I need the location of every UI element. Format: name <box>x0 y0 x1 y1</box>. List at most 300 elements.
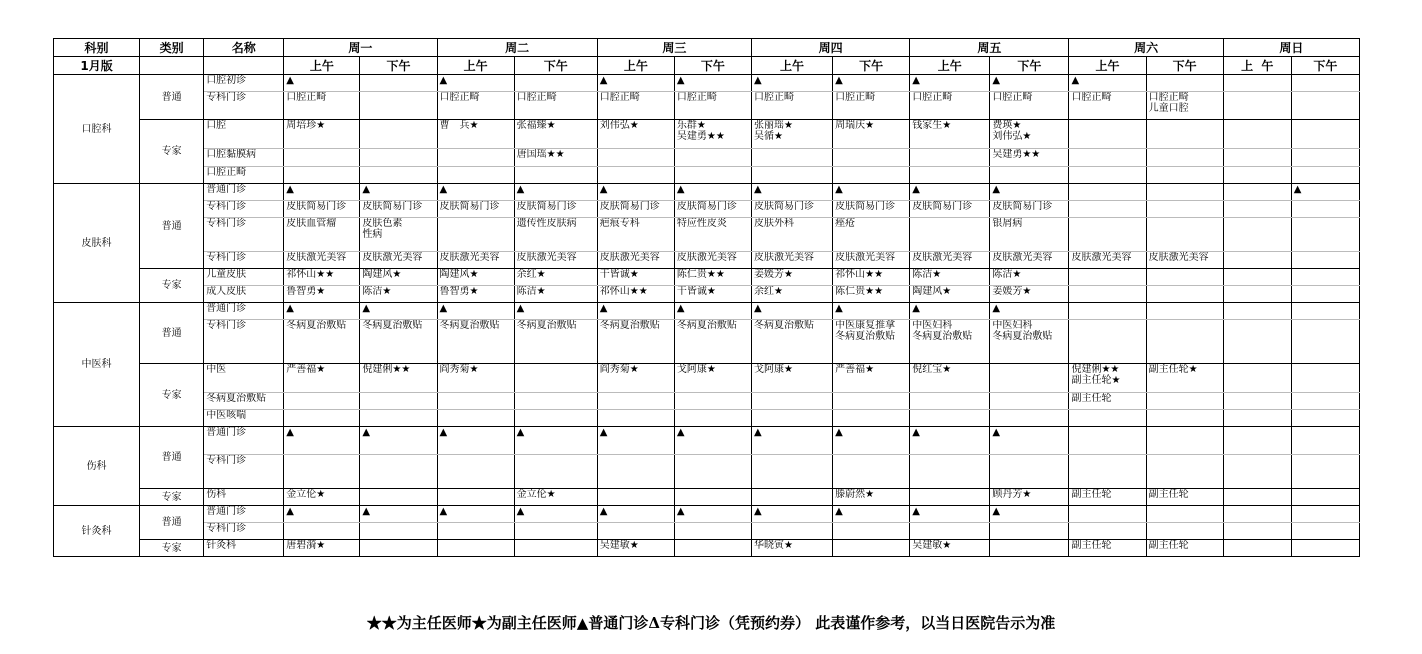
schedule-cell: ▲ <box>437 506 514 523</box>
schedule-cell <box>1291 269 1359 286</box>
schedule-cell: 陈洁★ <box>360 286 437 303</box>
period-header: 上午 <box>284 57 360 75</box>
schedule-cell: 吴建敏★ <box>910 540 990 557</box>
schedule-cell: 皮肤色素 性病 <box>360 218 437 252</box>
schedule-cell <box>910 149 990 167</box>
period-header: 下午 <box>1146 57 1223 75</box>
schedule-cell <box>284 455 360 489</box>
schedule-cell <box>1291 506 1359 523</box>
period-header: 上午 <box>437 57 514 75</box>
schedule-cell: ▲ <box>597 506 674 523</box>
schedule-cell: 阎秀菊★ <box>437 364 514 393</box>
schedule-cell <box>360 393 437 410</box>
table-row <box>54 506 1360 523</box>
schedule-cell <box>1069 269 1146 286</box>
schedule-cell: 中医康复推拿 冬病夏治敷贴 <box>833 320 910 364</box>
schedule-cell: 曹 兵★ <box>437 120 514 149</box>
schedule-cell <box>1223 427 1291 455</box>
schedule-cell <box>1146 393 1223 410</box>
schedule-cell <box>514 167 597 184</box>
schedule-cell: 乐群★ 吴建勇★★ <box>674 120 751 149</box>
schedule-cell: ▲ <box>360 184 437 201</box>
schedule-cell: 中医妇科 冬病夏治敷贴 <box>990 320 1069 364</box>
table-row <box>54 427 1360 455</box>
clinic-name-cell: 口腔黏膜病 <box>204 149 284 167</box>
dept-col-header: 科别 <box>54 39 140 57</box>
schedule-cell <box>360 120 437 149</box>
schedule-cell <box>990 410 1069 427</box>
schedule-cell: 皮肤激光美容 <box>437 252 514 269</box>
schedule-cell <box>674 489 751 506</box>
schedule-cell: 张福臻★ <box>514 120 597 149</box>
schedule-cell <box>597 523 674 540</box>
schedule-cell: ▲ <box>597 75 674 92</box>
schedule-cell: 皮肤激光美容 <box>1069 252 1146 269</box>
schedule-cell: 倪建俐★★ 副主任轮★ <box>1069 364 1146 393</box>
schedule-cell: 陶建风★ <box>437 269 514 286</box>
clinic-name-cell: 成人皮肤 <box>204 286 284 303</box>
schedule-cell: ▲ <box>674 75 751 92</box>
schedule-cell: 费瑛★ 刘伟弘★ <box>990 120 1069 149</box>
schedule-cell: 陈洁★ <box>990 269 1069 286</box>
schedule-cell <box>990 523 1069 540</box>
schedule-cell: ▲ <box>514 427 597 455</box>
schedule-cell <box>360 167 437 184</box>
clinic-name-cell: 中医咳喘 <box>204 410 284 427</box>
schedule-cell <box>1146 167 1223 184</box>
schedule-cell <box>1146 184 1223 201</box>
schedule-cell <box>1223 410 1291 427</box>
schedule-cell: 口腔正畸 儿童口腔 <box>1146 92 1223 120</box>
schedule-cell <box>360 523 437 540</box>
schedule-cell <box>1291 427 1359 455</box>
schedule-cell <box>752 410 833 427</box>
schedule-cell: 银屑病 <box>990 218 1069 252</box>
schedule-cell <box>437 455 514 489</box>
schedule-cell: 冬病夏治敷贴 <box>674 320 751 364</box>
schedule-cell: 口腔正畸 <box>910 92 990 120</box>
clinic-name-cell: 针灸科 <box>204 540 284 557</box>
schedule-cell <box>437 523 514 540</box>
schedule-cell: ▲ <box>990 184 1069 201</box>
schedule-cell: ▲ <box>1291 184 1359 201</box>
schedule-cell: ▲ <box>437 184 514 201</box>
schedule-cell: 皮肤简易门诊 <box>437 201 514 218</box>
category-cell: 普通 <box>140 506 204 540</box>
schedule-cell: 皮肤简易门诊 <box>360 201 437 218</box>
schedule-cell: 阎秀菊★ <box>597 364 674 393</box>
schedule-cell <box>752 393 833 410</box>
schedule-cell <box>360 489 437 506</box>
schedule-cell: 皮肤激光美容 <box>990 252 1069 269</box>
schedule-cell: ▲ <box>437 303 514 320</box>
schedule-cell <box>1146 320 1223 364</box>
schedule-cell <box>1291 303 1359 320</box>
period-header: 上午 <box>752 57 833 75</box>
category-cell: 普通 <box>140 184 204 269</box>
schedule-cell: 皮肤激光美容 <box>514 252 597 269</box>
schedule-cell: ▲ <box>674 506 751 523</box>
table-row <box>54 92 1360 120</box>
period-header: 上午 <box>597 57 674 75</box>
department-cell: 伤科 <box>54 427 140 506</box>
schedule-cell: 皮肤简易门诊 <box>597 201 674 218</box>
schedule-cell: ▲ <box>990 303 1069 320</box>
schedule-cell <box>1223 286 1291 303</box>
schedule-cell: 吴建勇★★ <box>990 149 1069 167</box>
category-cell: 专家 <box>140 269 204 303</box>
schedule-cell <box>1069 149 1146 167</box>
table-row <box>54 393 1360 410</box>
schedule-cell <box>437 489 514 506</box>
clinic-name-cell: 普通门诊 <box>204 184 284 201</box>
clinic-name-cell: 儿童皮肤 <box>204 269 284 286</box>
schedule-cell: 特应性皮炎 <box>674 218 751 252</box>
schedule-cell: ▲ <box>833 184 910 201</box>
schedule-cell <box>674 410 751 427</box>
schedule-cell: ▲ <box>910 184 990 201</box>
schedule-cell <box>1223 252 1291 269</box>
department-cell: 中医科 <box>54 303 140 427</box>
schedule-cell: 钱家生★ <box>910 120 990 149</box>
schedule-cell <box>284 149 360 167</box>
schedule-cell: 周培珍★ <box>284 120 360 149</box>
schedule-cell <box>437 149 514 167</box>
schedule-cell <box>990 540 1069 557</box>
schedule-cell: 皮肤简易门诊 <box>284 201 360 218</box>
schedule-cell <box>1223 201 1291 218</box>
schedule-cell: ▲ <box>597 427 674 455</box>
schedule-cell: 陈仁贵★★ <box>833 286 910 303</box>
table-row <box>54 252 1360 269</box>
period-header: 上 午 <box>1223 57 1291 75</box>
schedule-cell <box>990 393 1069 410</box>
clinic-name-cell: 专科门诊 <box>204 320 284 364</box>
schedule-cell <box>1223 184 1291 201</box>
schedule-cell: ▲ <box>674 184 751 201</box>
schedule-cell: 唐碧漪★ <box>284 540 360 557</box>
schedule-cell: 口腔正畸 <box>514 92 597 120</box>
schedule-cell <box>1223 506 1291 523</box>
schedule-cell <box>514 410 597 427</box>
schedule-cell: ▲ <box>674 303 751 320</box>
schedule-cell: ▲ <box>597 303 674 320</box>
table-row <box>54 303 1360 320</box>
schedule-cell <box>1146 75 1223 92</box>
schedule-cell: 鲁智勇★ <box>284 286 360 303</box>
header-row-periods <box>54 57 1360 75</box>
schedule-cell <box>910 489 990 506</box>
schedule-cell: 皮肤激光美容 <box>360 252 437 269</box>
schedule-cell: 倪红宝★ <box>910 364 990 393</box>
schedule-cell <box>1291 149 1359 167</box>
schedule-cell <box>990 364 1069 393</box>
schedule-cell: 张丽瑶★ 吴循★ <box>752 120 833 149</box>
period-header: 上午 <box>910 57 990 75</box>
category-cell: 专家 <box>140 489 204 506</box>
schedule-cell <box>514 75 597 92</box>
schedule-cell: 副主任轮 <box>1069 393 1146 410</box>
header-row-days <box>54 39 1360 57</box>
clinic-name-cell: 口腔正畸 <box>204 167 284 184</box>
day-header: 周一 <box>284 39 437 57</box>
schedule-cell <box>1291 167 1359 184</box>
schedule-cell: 副主任轮 <box>1069 540 1146 557</box>
schedule-cell <box>833 523 910 540</box>
clinic-name-cell: 中医 <box>204 364 284 393</box>
schedule-cell <box>1223 149 1291 167</box>
period-header: 下午 <box>833 57 910 75</box>
table-row <box>54 201 1360 218</box>
schedule-cell <box>1069 303 1146 320</box>
schedule-cell <box>437 167 514 184</box>
schedule-cell <box>1069 120 1146 149</box>
schedule-cell <box>597 167 674 184</box>
schedule-cell: ▲ <box>910 75 990 92</box>
schedule-cell: 滕蔚然★ <box>833 489 910 506</box>
schedule-cell: 陈洁★ <box>910 269 990 286</box>
schedule-cell: 陶建风★ <box>910 286 990 303</box>
clinic-name-cell: 口腔初诊 <box>204 75 284 92</box>
clinic-schedule-table <box>53 38 1360 557</box>
schedule-cell: 口腔正畸 <box>597 92 674 120</box>
schedule-cell: ▲ <box>437 75 514 92</box>
schedule-cell: 皮肤简易门诊 <box>674 201 751 218</box>
schedule-cell <box>1291 410 1359 427</box>
clinic-name-cell: 普通门诊 <box>204 427 284 455</box>
table-row <box>54 540 1360 557</box>
schedule-cell: ▲ <box>752 75 833 92</box>
schedule-cell: 周瑞庆★ <box>833 120 910 149</box>
schedule-cell <box>1146 455 1223 489</box>
schedule-cell <box>1291 201 1359 218</box>
schedule-cell: 余红★ <box>752 286 833 303</box>
category-cell: 专家 <box>140 364 204 427</box>
day-header: 周六 <box>1069 39 1223 57</box>
schedule-cell: 陶建风★ <box>360 269 437 286</box>
schedule-cell: ▲ <box>752 427 833 455</box>
day-header: 周四 <box>752 39 910 57</box>
schedule-cell: 冬病夏治敷贴 <box>514 320 597 364</box>
schedule-cell: 干皆诚★ <box>597 269 674 286</box>
schedule-cell <box>1069 427 1146 455</box>
schedule-cell: 口腔正畸 <box>284 92 360 120</box>
schedule-cell: ▲ <box>833 303 910 320</box>
schedule-cell: 吴建敏★ <box>597 540 674 557</box>
schedule-cell: 皮肤简易门诊 <box>990 201 1069 218</box>
schedule-cell <box>1069 184 1146 201</box>
schedule-cell: 陈仁贵★★ <box>674 269 751 286</box>
clinic-name-cell: 专科门诊 <box>204 455 284 489</box>
day-header: 周日 <box>1223 39 1359 57</box>
schedule-cell <box>1291 252 1359 269</box>
schedule-cell: 中医妇科 冬病夏治敷贴 <box>910 320 990 364</box>
schedule-cell: 姜媛芳★ <box>752 269 833 286</box>
schedule-cell: 遗传性皮肤病 <box>514 218 597 252</box>
name-col-header: 名称 <box>204 39 284 57</box>
schedule-cell: ▲ <box>752 506 833 523</box>
schedule-cell: ▲ <box>514 303 597 320</box>
schedule-cell <box>752 167 833 184</box>
schedule-cell: ▲ <box>597 184 674 201</box>
schedule-cell: 皮肤简易门诊 <box>752 201 833 218</box>
schedule-cell <box>752 523 833 540</box>
table-row <box>54 489 1360 506</box>
schedule-cell: 金立伦★ <box>284 489 360 506</box>
period-header: 下午 <box>990 57 1069 75</box>
schedule-cell: 严善福★ <box>284 364 360 393</box>
schedule-cell: 口腔正畸 <box>674 92 751 120</box>
schedule-cell: 冬病夏治敷贴 <box>437 320 514 364</box>
table-row <box>54 320 1360 364</box>
schedule-cell: 皮肤激光美容 <box>1146 252 1223 269</box>
clinic-name-cell: 专科门诊 <box>204 218 284 252</box>
schedule-cell <box>597 149 674 167</box>
schedule-cell: ▲ <box>360 303 437 320</box>
schedule-cell: 严善福★ <box>833 364 910 393</box>
schedule-cell <box>990 455 1069 489</box>
schedule-cell: 顾丹芳★ <box>990 489 1069 506</box>
schedule-cell: 皮肤激光美容 <box>752 252 833 269</box>
schedule-cell <box>1223 75 1291 92</box>
schedule-cell <box>437 410 514 427</box>
table-row <box>54 364 1360 393</box>
schedule-cell: ▲ <box>910 427 990 455</box>
schedule-cell <box>1146 269 1223 286</box>
schedule-cell <box>437 540 514 557</box>
schedule-cell: ▲ <box>674 427 751 455</box>
clinic-name-cell: 专科门诊 <box>204 201 284 218</box>
schedule-cell <box>597 489 674 506</box>
header-blank <box>204 57 284 75</box>
header-blank <box>140 57 204 75</box>
schedule-cell: 副主任轮★ <box>1146 364 1223 393</box>
schedule-cell <box>1291 92 1359 120</box>
schedule-cell <box>1223 393 1291 410</box>
period-header: 下午 <box>1291 57 1359 75</box>
table-row <box>54 75 1360 92</box>
schedule-cell <box>1223 523 1291 540</box>
table-row <box>54 149 1360 167</box>
category-cell: 专家 <box>140 540 204 557</box>
schedule-cell <box>1069 218 1146 252</box>
schedule-cell: ▲ <box>284 75 360 92</box>
schedule-cell <box>833 149 910 167</box>
schedule-cell: 干皆诚★ <box>674 286 751 303</box>
schedule-cell: 皮肤激光美容 <box>674 252 751 269</box>
clinic-name-cell: 冬病夏治敷贴 <box>204 393 284 410</box>
schedule-cell <box>674 167 751 184</box>
schedule-cell <box>1291 455 1359 489</box>
schedule-cell: ▲ <box>752 303 833 320</box>
schedule-cell <box>752 455 833 489</box>
schedule-cell: ▲ <box>284 184 360 201</box>
day-header: 周五 <box>910 39 1069 57</box>
schedule-cell <box>514 455 597 489</box>
schedule-cell <box>833 167 910 184</box>
day-header: 周三 <box>597 39 751 57</box>
schedule-cell <box>752 489 833 506</box>
clinic-name-cell: 专科门诊 <box>204 523 284 540</box>
table-row <box>54 455 1360 489</box>
schedule-cell: 冬病夏治敷贴 <box>752 320 833 364</box>
schedule-cell <box>752 149 833 167</box>
schedule-cell: 戈阿康★ <box>752 364 833 393</box>
schedule-cell <box>1069 506 1146 523</box>
schedule-cell <box>1223 320 1291 364</box>
schedule-cell: 口腔正畸 <box>1069 92 1146 120</box>
schedule-cell <box>1291 320 1359 364</box>
schedule-cell <box>674 523 751 540</box>
schedule-cell: ▲ <box>990 506 1069 523</box>
table-row <box>54 523 1360 540</box>
schedule-cell: 冬病夏治敷贴 <box>597 320 674 364</box>
schedule-cell: 祁怀山★★ <box>284 269 360 286</box>
period-header: 下午 <box>674 57 751 75</box>
category-cell: 普通 <box>140 303 204 364</box>
schedule-cell <box>833 410 910 427</box>
schedule-cell <box>1146 506 1223 523</box>
department-cell: 口腔科 <box>54 75 140 184</box>
schedule-cell: ▲ <box>1069 75 1146 92</box>
schedule-cell: 余红★ <box>514 269 597 286</box>
period-header: 上午 <box>1069 57 1146 75</box>
schedule-cell: 副主任轮 <box>1146 540 1223 557</box>
schedule-cell <box>1146 201 1223 218</box>
schedule-cell: 口腔正畸 <box>752 92 833 120</box>
schedule-cell: 皮肤激光美容 <box>284 252 360 269</box>
schedule-cell <box>360 92 437 120</box>
schedule-cell: 副主任轮 <box>1146 489 1223 506</box>
schedule-cell <box>360 455 437 489</box>
schedule-cell <box>514 364 597 393</box>
schedule-cell <box>284 523 360 540</box>
schedule-cell <box>1223 120 1291 149</box>
table-row <box>54 410 1360 427</box>
schedule-cell: ▲ <box>910 506 990 523</box>
schedule-cell: 皮肤简易门诊 <box>910 201 990 218</box>
schedule-cell <box>1069 201 1146 218</box>
schedule-cell <box>1291 393 1359 410</box>
schedule-cell: 金立伦★ <box>514 489 597 506</box>
schedule-cell: 皮肤血管瘤 <box>284 218 360 252</box>
schedule-cell <box>1223 269 1291 286</box>
schedule-cell <box>514 540 597 557</box>
schedule-cell <box>910 410 990 427</box>
schedule-cell: ▲ <box>833 427 910 455</box>
schedule-cell: 皮肤简易门诊 <box>833 201 910 218</box>
category-cell: 专家 <box>140 120 204 184</box>
month-version-label: 1月版 <box>54 57 140 75</box>
category-cell: 普通 <box>140 75 204 120</box>
schedule-cell: 倪建俐★★ <box>360 364 437 393</box>
table-row <box>54 167 1360 184</box>
schedule-cell <box>437 218 514 252</box>
schedule-cell <box>1069 523 1146 540</box>
schedule-cell <box>1069 167 1146 184</box>
schedule-cell <box>1223 218 1291 252</box>
schedule-cell <box>284 393 360 410</box>
clinic-name-cell: 专科门诊 <box>204 252 284 269</box>
schedule-cell: 皮肤简易门诊 <box>514 201 597 218</box>
schedule-cell <box>284 410 360 427</box>
day-header: 周二 <box>437 39 597 57</box>
schedule-cell <box>1291 120 1359 149</box>
schedule-cell <box>1069 286 1146 303</box>
schedule-cell <box>1223 167 1291 184</box>
schedule-cell <box>1146 149 1223 167</box>
schedule-cell <box>1223 540 1291 557</box>
